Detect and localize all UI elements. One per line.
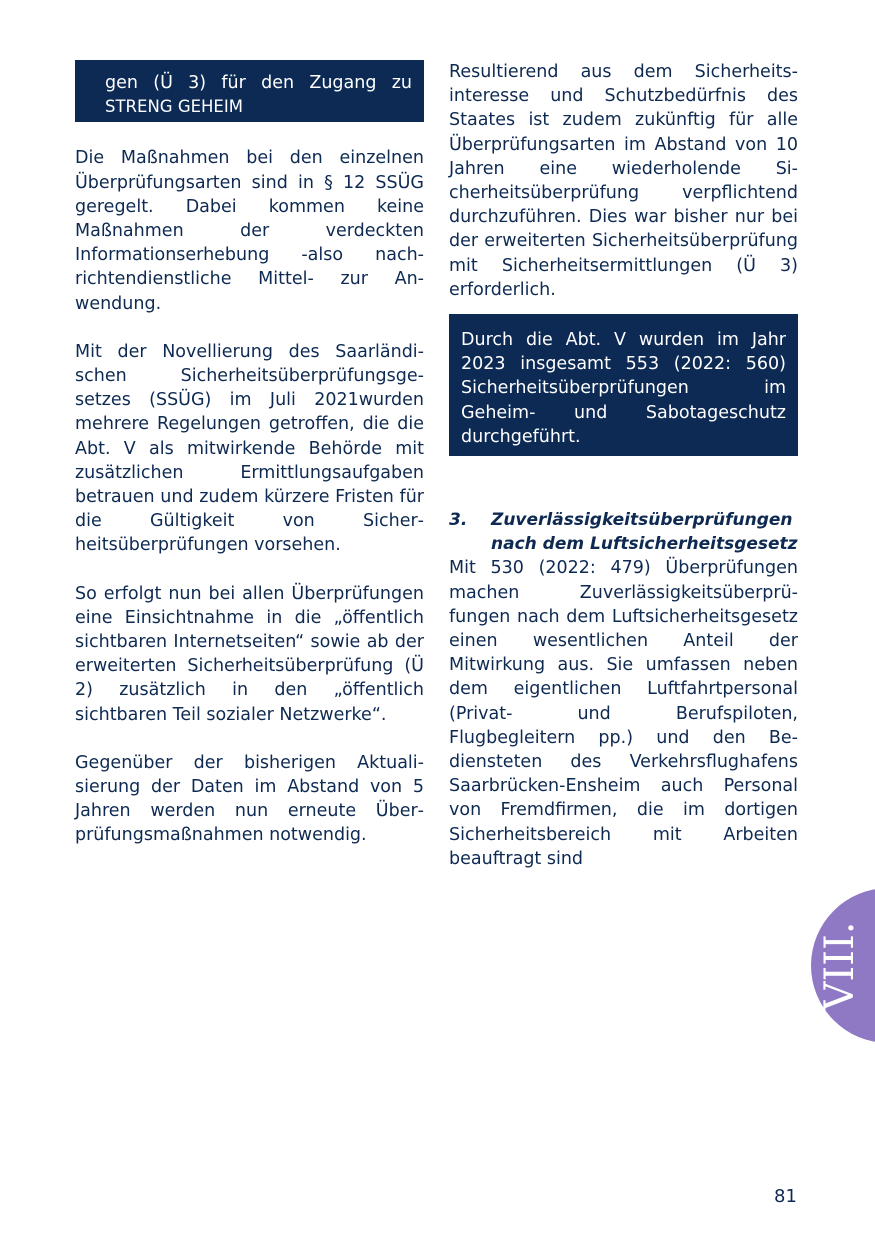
stats-box-text: Durch die Abt. V wurden im Jahr 2023 insgesamt 553 (2022: 560) Sicherheitsüberprüfungen im Geheim- und Sabotageschutz durchgeführt. bbox=[461, 330, 786, 447]
section-heading bbox=[449, 508, 798, 556]
section-title-line-1: Zuverlässigkeitsüberprüfungen bbox=[491, 510, 793, 531]
chapter-tab-label: VIII. bbox=[817, 921, 863, 1011]
section-title-line-2: nach dem Luftsicherheitsgesetz bbox=[491, 534, 798, 555]
paragraph-measures: Die Maßnahmen bei den einzelnen Überprüfungsarten sind in § 12 SSÜG geregelt. Dabei kommen keine Maßnahmen der verdeckten Informationserhebung -also nachrichtendienstliche Mittel- zur Anwendung. bbox=[75, 148, 424, 314]
paragraph-actualisation: Gegenüber der bisherigen Aktualisierung der Daten im Abstand von 5 Jahren werden nun erneute Überprüfungsmaßnahmen notwendig. bbox=[75, 752, 424, 846]
right-column bbox=[449, 60, 798, 871]
section-number: 3. bbox=[449, 510, 468, 531]
top-box-line-1: gen (Ü 3) für den Zugang zu bbox=[105, 73, 412, 93]
stats-box bbox=[449, 314, 798, 456]
paragraph-novellierung: Mit der Novellierung des Saarländischen Sicherheitsüberprüfungsgesetzes (SSÜG) im Juli 2021wurden mehrere Regelungen getroffen, die die Abt. V als mitwirkende Behörde mit zusätzlichen Ermittlungsaufgaben betrauen und zudem kürzere Fristen für die Gültigkeit von Sicherheitsüberprüfungen vorsehen. bbox=[75, 341, 424, 556]
paragraph-internet-check: So erfolgt nun bei allen Überprüfungen eine Einsichtnahme in die „öffentlich sichtbaren Internetseiten“ sowie ab der erweiterten Sicherheitsüberprüfung (Ü 2) zusätzlich in den „öffentlich sichtbaren Teil sozialer Netzwerke“. bbox=[75, 583, 424, 725]
paragraph-repeat-check: Resultierend aus dem Sicherheitsinteresse und Schutzbedürfnis des Staates ist zudem zukünftig für alle Überprüfungsarten im Abstand von 10 Jahren eine wiederholende Sicherheitsüberprüfung verpflichtend durchzuführen. Dies war bisher nur bei der erweiterten Sicherheitsüberprüfung mit Sicherheitsermittlungen (Ü 3) erforderlich. bbox=[449, 62, 798, 300]
top-box-line-2: STRENG GEHEIM bbox=[105, 97, 243, 117]
left-column bbox=[75, 60, 424, 848]
page-number: 81 bbox=[774, 1186, 797, 1207]
paragraph-luftsicherheit: Mit 530 (2022: 479) Überprüfungen machen Zuverlässigkeitsüberprüfungen nach dem Luftsicherheitsgesetz einen wesentlichen Anteil der Mitwirkung aus. Sie umfassen neben dem eigentlichen Luftfahrtpersonal (Privat- und Berufspiloten, Flugbegleitern pp.) und den Bediensteten des Verkehrsflughafens Saarbrücken-Ensheim auch Personal von Fremdfirmen, die im dortigen Sicherheitsbereich mit Arbeiten beauftragt sind bbox=[449, 558, 798, 869]
top-info-box bbox=[75, 60, 424, 122]
